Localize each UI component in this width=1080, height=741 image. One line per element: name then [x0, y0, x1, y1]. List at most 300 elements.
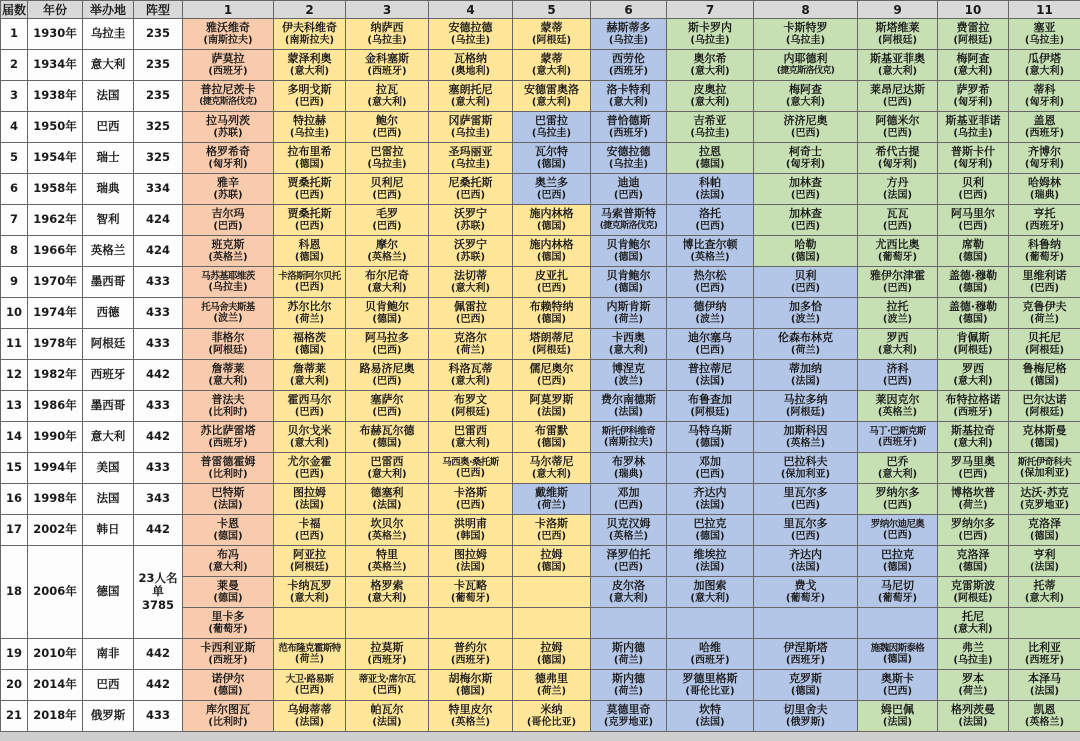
year-cell: 1994年: [28, 453, 83, 484]
player-cell-pos6: 内斯肯斯 (荷兰): [591, 298, 667, 329]
player-cell-pos10: 萨罗希 (匈牙利): [938, 81, 1009, 112]
player-cell-pos11: 科鲁纳 (葡萄牙): [1009, 236, 1080, 267]
player-cell-pos2: 苏尔比尔 (荷兰): [274, 298, 346, 329]
player-cell-pos1: 库尔图瓦 (比利时): [183, 701, 274, 732]
player-cell-pos1: 托马舍夫斯基 (波兰): [183, 298, 274, 329]
header-cell-2: 举办地: [83, 1, 134, 19]
year-cell: 1998年: [28, 484, 83, 515]
player-cell-pos7: 马特乌斯 (德国): [667, 422, 754, 453]
player-cell-pos10: 罗马里奥 (巴西): [938, 453, 1009, 484]
player-cell-pos9: 斯基亚菲奥 (意大利): [858, 50, 938, 81]
player-cell-pos8: 蒂加纳 (法国): [754, 360, 858, 391]
player-cell-pos9: 奥斯卡 (巴西): [858, 670, 938, 701]
player-cell-pos6: 博涅克 (波兰): [591, 360, 667, 391]
player-cell-pos11: 斯托伊奇科夫 (保加利亚): [1009, 453, 1080, 484]
host-cell: 意大利: [83, 422, 134, 453]
player-cell-pos3: 蒂亚戈·席尔瓦 (巴西): [346, 670, 429, 701]
player-cell-pos9: 济科 (巴西): [858, 360, 938, 391]
edition-cell: 16: [1, 484, 28, 515]
player-cell-pos11: 里维利诺 (巴西): [1009, 267, 1080, 298]
player-cell-pos7: 坎特 (法国): [667, 701, 754, 732]
year-cell: 2018年: [28, 701, 83, 732]
player-cell-pos9: 拉托 (波兰): [858, 298, 938, 329]
player-cell-pos4: 沃罗宁 (苏联): [429, 205, 513, 236]
player-cell-pos8: 加林查 (巴西): [754, 205, 858, 236]
player-cell-pos9: 瓦瓦 (巴西): [858, 205, 938, 236]
player-cell-pos3: 贝肯鲍尔 (德国): [346, 298, 429, 329]
player-cell-pos5: 蒙蒂 (意大利): [513, 50, 591, 81]
player-cell-pos8: 齐达内 (法国): [754, 546, 858, 577]
player-cell-pos2: 贾桑托斯 (巴西): [274, 205, 346, 236]
header-row: [1, 1, 1080, 19]
player-cell-pos4: 卡瓦略 (葡萄牙): [429, 577, 513, 608]
player-cell-pos9: 马尼切 (葡萄牙): [858, 577, 938, 608]
formation-cell: 433: [134, 298, 183, 329]
player-cell-pos5: 拉姆 (德国): [513, 546, 591, 577]
player-cell-pos3: 拉莫斯 (西班牙): [346, 639, 429, 670]
formation-cell: 433: [134, 453, 183, 484]
formation-cell: 235: [134, 81, 183, 112]
formation-cell: 424: [134, 205, 183, 236]
header-cell-13: 10: [938, 1, 1009, 19]
player-cell-pos1: 诺伊尔 (德国): [183, 670, 274, 701]
edition-cell: 12: [1, 360, 28, 391]
formation-cell: 325: [134, 112, 183, 143]
player-cell-pos1: 布冯 (意大利): [183, 546, 274, 577]
player-cell-pos3: 鲍尔 (巴西): [346, 112, 429, 143]
player-cell-pos1: 萨莫拉 (西班牙): [183, 50, 274, 81]
player-cell-pos7: 哈维 (西班牙): [667, 639, 754, 670]
year-cell: 1978年: [28, 329, 83, 360]
player-cell-pos10: 斯基亚菲诺 (乌拉圭): [938, 112, 1009, 143]
edition-cell: 4: [1, 112, 28, 143]
player-cell-pos10: 贝利 (巴西): [938, 174, 1009, 205]
player-cell-pos10: 普斯卡什 (匈牙利): [938, 143, 1009, 174]
player-cell-pos10: 格列茨曼 (法国): [938, 701, 1009, 732]
player-cell-pos9: 斯塔维莱 (阿根廷): [858, 19, 938, 50]
formation-cell: 442: [134, 360, 183, 391]
player-cell-pos5: [513, 608, 591, 639]
player-cell-pos6: 斯内德 (荷兰): [591, 639, 667, 670]
player-cell-pos7: 罗德里格斯 (哥伦比亚): [667, 670, 754, 701]
player-cell-pos9: 巴拉克 (德国): [858, 546, 938, 577]
player-cell-pos6: 贝肯鲍尔 (德国): [591, 267, 667, 298]
edition-cell: 6: [1, 174, 28, 205]
player-cell-pos11: 亨托 (西班牙): [1009, 205, 1080, 236]
table-row-10: [1, 298, 1080, 329]
player-cell-pos8: 加多恰 (波兰): [754, 298, 858, 329]
player-cell-pos11: 塞亚 (乌拉圭): [1009, 19, 1080, 50]
player-cell-pos10: 阿马里尔 (巴西): [938, 205, 1009, 236]
player-cell-pos4: 胡梅尔斯 (德国): [429, 670, 513, 701]
player-cell-pos11: 克洛泽 (德国): [1009, 515, 1080, 546]
host-cell: 智利: [83, 205, 134, 236]
header-cell-12: 9: [858, 1, 938, 19]
host-cell: 德国: [83, 546, 134, 639]
player-cell-pos11: 鲁梅尼格 (德国): [1009, 360, 1080, 391]
player-cell-pos4: 马西奥·桑托斯 (巴西): [429, 453, 513, 484]
player-cell-pos3: 格罗索 (意大利): [346, 577, 429, 608]
player-cell-pos6: 卡西奥 (意大利): [591, 329, 667, 360]
player-cell-pos5: 瓦尔特 (德国): [513, 143, 591, 174]
table-row-7: [1, 205, 1080, 236]
host-cell: 西班牙: [83, 360, 134, 391]
player-cell-pos7: 普拉蒂尼 (法国): [667, 360, 754, 391]
player-cell-pos2: 詹蒂莱 (意大利): [274, 360, 346, 391]
player-cell-pos4: 卡洛斯 (巴西): [429, 484, 513, 515]
host-cell: 法国: [83, 484, 134, 515]
player-cell-pos2: 多明戈斯 (巴西): [274, 81, 346, 112]
player-cell-pos3: 巴雷西 (意大利): [346, 453, 429, 484]
host-cell: 西德: [83, 298, 134, 329]
player-cell-pos3: 阿马拉多 (巴西): [346, 329, 429, 360]
player-cell-pos1: 莱曼 (德国): [183, 577, 274, 608]
player-cell-pos2: 范布隆克霍斯特 (荷兰): [274, 639, 346, 670]
formation-cell: 442: [134, 639, 183, 670]
year-cell: 2014年: [28, 670, 83, 701]
edition-cell: 8: [1, 236, 28, 267]
header-cell-10: 7: [667, 1, 754, 19]
player-cell-pos1: 拉马列茨 (苏联): [183, 112, 274, 143]
player-cell-pos3: 德塞利 (法国): [346, 484, 429, 515]
player-cell-pos7: 维埃拉 (法国): [667, 546, 754, 577]
player-cell-pos6: 邓加 (巴西): [591, 484, 667, 515]
player-cell-pos11: 盖恩 (西班牙): [1009, 112, 1080, 143]
player-cell-pos2: 蒙泽利奥 (意大利): [274, 50, 346, 81]
player-cell-pos11: 凯恩 (英格兰): [1009, 701, 1080, 732]
player-cell-pos9: 罗西 (意大利): [858, 329, 938, 360]
player-cell-pos2: 贾桑托斯 (巴西): [274, 174, 346, 205]
formation-cell: 433: [134, 267, 183, 298]
player-cell-pos5: 德弗里 (荷兰): [513, 670, 591, 701]
player-cell-pos10: 盖德·穆勒 (德国): [938, 267, 1009, 298]
player-cell-pos1: 卡西利亚斯 (西班牙): [183, 639, 274, 670]
player-cell-pos11: 贝托尼 (阿根廷): [1009, 329, 1080, 360]
player-cell-pos6: 皮尔洛 (意大利): [591, 577, 667, 608]
table-row-12: [1, 360, 1080, 391]
player-cell-pos2: 拉布里希 (德国): [274, 143, 346, 174]
player-cell-pos10: 费雷拉 (阿根廷): [938, 19, 1009, 50]
year-cell: 1938年: [28, 81, 83, 112]
player-cell-pos4: 特里皮尔 (英格兰): [429, 701, 513, 732]
player-cell-pos6: 安德拉德 (乌拉圭): [591, 143, 667, 174]
player-cell-pos8: 费戈 (葡萄牙): [754, 577, 858, 608]
edition-cell: 20: [1, 670, 28, 701]
player-cell-pos4: 佩雷拉 (巴西): [429, 298, 513, 329]
player-cell-pos8: 马拉多纳 (阿根廷): [754, 391, 858, 422]
player-cell-pos10: 罗本 (荷兰): [938, 670, 1009, 701]
player-cell-pos11: 比利亚 (西班牙): [1009, 639, 1080, 670]
player-cell-pos11: [1009, 608, 1080, 639]
player-cell-pos8: 加林查 (巴西): [754, 174, 858, 205]
player-cell-pos6: 莫德里奇 (克罗地亚): [591, 701, 667, 732]
player-cell-pos7: 奥尔希 (意大利): [667, 50, 754, 81]
player-cell-pos5: 儒尼奥尔 (巴西): [513, 360, 591, 391]
player-cell-pos5: 布雷默 (德国): [513, 422, 591, 453]
player-cell-pos5: [513, 577, 591, 608]
table-row-14: [1, 422, 1080, 453]
player-cell-pos1: 菲格尔 (阿根廷): [183, 329, 274, 360]
player-cell-pos5: 蒙蒂 (阿根廷): [513, 19, 591, 50]
player-cell-pos6: 费尔南德斯 (法国): [591, 391, 667, 422]
header-cell-8: 5: [513, 1, 591, 19]
player-cell-pos7: 科帕 (法国): [667, 174, 754, 205]
table-row-11: [1, 329, 1080, 360]
player-cell-pos10: 罗西 (意大利): [938, 360, 1009, 391]
player-cell-pos5: 布赖特纳 (德国): [513, 298, 591, 329]
player-cell-pos8: 伊涅斯塔 (西班牙): [754, 639, 858, 670]
host-cell: 意大利: [83, 50, 134, 81]
player-cell-pos6: 贝克汉姆 (英格兰): [591, 515, 667, 546]
host-cell: 法国: [83, 81, 134, 112]
player-cell-pos8: 柯奇士 (匈牙利): [754, 143, 858, 174]
edition-cell: 21: [1, 701, 28, 732]
edition-cell: 15: [1, 453, 28, 484]
table-row-20: [1, 670, 1080, 701]
table-row-13: [1, 391, 1080, 422]
player-cell-pos4: 尼桑托斯 (巴西): [429, 174, 513, 205]
player-cell-pos7: 热尔松 (巴西): [667, 267, 754, 298]
player-cell-pos1: 詹蒂莱 (意大利): [183, 360, 274, 391]
player-cell-pos8: 里瓦尔多 (巴西): [754, 484, 858, 515]
player-cell-pos5: 马尔蒂尼 (意大利): [513, 453, 591, 484]
header-cell-14: 11: [1009, 1, 1080, 19]
year-cell: 2010年: [28, 639, 83, 670]
player-cell-pos5: 卡洛斯 (巴西): [513, 515, 591, 546]
player-cell-pos1: 普拉尼茨卡 (捷克斯洛伐克): [183, 81, 274, 112]
player-cell-pos10: 席勒 (德国): [938, 236, 1009, 267]
player-cell-pos2: 图拉姆 (法国): [274, 484, 346, 515]
edition-cell: 14: [1, 422, 28, 453]
player-cell-pos2: 尤尔金霍 (巴西): [274, 453, 346, 484]
year-cell: 1982年: [28, 360, 83, 391]
year-cell: 1962年: [28, 205, 83, 236]
player-cell-pos8: 卡斯特罗 (乌拉圭): [754, 19, 858, 50]
player-cell-pos8: 梅阿查 (意大利): [754, 81, 858, 112]
player-cell-pos10: 斯基拉奇 (意大利): [938, 422, 1009, 453]
player-cell-pos5: 米纳 (哥伦比亚): [513, 701, 591, 732]
player-cell-pos9: 阿德米尔 (巴西): [858, 112, 938, 143]
player-cell-pos2: 卡纳瓦罗 (意大利): [274, 577, 346, 608]
host-cell: 乌拉圭: [83, 19, 134, 50]
player-cell-pos1: 班克斯 (英格兰): [183, 236, 274, 267]
player-cell-pos3: 金科塞斯 (西班牙): [346, 50, 429, 81]
edition-cell: 11: [1, 329, 28, 360]
player-cell-pos10: 托尼 (意大利): [938, 608, 1009, 639]
player-cell-pos7: 邓加 (巴西): [667, 453, 754, 484]
player-cell-pos3: 拉瓦 (意大利): [346, 81, 429, 112]
edition-cell: 1: [1, 19, 28, 50]
player-cell-pos11: 蒂科 (匈牙利): [1009, 81, 1080, 112]
player-cell-pos10: 布特拉格诺 (西班牙): [938, 391, 1009, 422]
player-cell-pos6: 布罗林 (瑞典): [591, 453, 667, 484]
year-cell: 1954年: [28, 143, 83, 174]
player-cell-pos4: 瓦格纳 (奥地利): [429, 50, 513, 81]
player-cell-pos4: [429, 608, 513, 639]
player-cell-pos9: 莱因克尔 (英格兰): [858, 391, 938, 422]
header-cell-5: 2: [274, 1, 346, 19]
formation-cell: 442: [134, 670, 183, 701]
year-cell: 1966年: [28, 236, 83, 267]
year-cell: 2002年: [28, 515, 83, 546]
host-cell: 南非: [83, 639, 134, 670]
player-cell-pos9: 巴乔 (意大利): [858, 453, 938, 484]
year-cell: 1974年: [28, 298, 83, 329]
player-cell-pos3: 布赫瓦尔德 (德国): [346, 422, 429, 453]
player-cell-pos6: 斯内德 (荷兰): [591, 670, 667, 701]
player-cell-pos10: 弗兰 (乌拉圭): [938, 639, 1009, 670]
player-cell-pos9: 罗纳尔迪尼奥 (巴西): [858, 515, 938, 546]
player-cell-pos11: 本泽马 (法国): [1009, 670, 1080, 701]
host-cell: 墨西哥: [83, 267, 134, 298]
table-row-18-1: [1, 546, 1080, 577]
player-cell-pos11: 克林斯曼 (德国): [1009, 422, 1080, 453]
player-cell-pos11: 哈姆林 (瑞典): [1009, 174, 1080, 205]
player-cell-pos4: 图拉姆 (法国): [429, 546, 513, 577]
player-cell-pos2: 特拉赫 (乌拉圭): [274, 112, 346, 143]
edition-cell: 9: [1, 267, 28, 298]
player-cell-pos4: 布罗文 (阿根廷): [429, 391, 513, 422]
player-cell-pos9: 雅伊尔津霍 (巴西): [858, 267, 938, 298]
year-cell: 1950年: [28, 112, 83, 143]
player-cell-pos7: 迪尔塞乌 (巴西): [667, 329, 754, 360]
player-cell-pos8: 伦森布林克 (荷兰): [754, 329, 858, 360]
player-cell-pos3: 帕瓦尔 (法国): [346, 701, 429, 732]
player-cell-pos1: 雅辛 (苏联): [183, 174, 274, 205]
player-cell-pos6: 赫斯蒂多 (乌拉圭): [591, 19, 667, 50]
header-cell-9: 6: [591, 1, 667, 19]
edition-cell: 17: [1, 515, 28, 546]
player-cell-pos8: [754, 608, 858, 639]
player-cell-pos5: 拉姆 (德国): [513, 639, 591, 670]
player-cell-pos9: 莱昂尼达斯 (巴西): [858, 81, 938, 112]
formation-cell: 343: [134, 484, 183, 515]
host-cell: 俄罗斯: [83, 701, 134, 732]
player-cell-pos7: 洛托 (巴西): [667, 205, 754, 236]
year-cell: 2006年: [28, 546, 83, 639]
player-cell-pos1: 卡恩 (德国): [183, 515, 274, 546]
player-cell-pos9: 施魏因斯泰格 (德国): [858, 639, 938, 670]
player-cell-pos2: 科恩 (德国): [274, 236, 346, 267]
player-cell-pos7: 吉希亚 (乌拉圭): [667, 112, 754, 143]
year-cell: 1958年: [28, 174, 83, 205]
edition-cell: 19: [1, 639, 28, 670]
player-cell-pos5: 安德雷奥洛 (意大利): [513, 81, 591, 112]
player-cell-pos5: 巴雷拉 (乌拉圭): [513, 112, 591, 143]
player-cell-pos7: 斯卡罗内 (乌拉圭): [667, 19, 754, 50]
player-cell-pos7: 巴拉克 (德国): [667, 515, 754, 546]
player-cell-pos6: 马索普斯特 (捷克斯洛伐克): [591, 205, 667, 236]
player-cell-pos9: 罗纳尔多 (巴西): [858, 484, 938, 515]
player-cell-pos8: 切里舍夫 (俄罗斯): [754, 701, 858, 732]
player-cell-pos6: 泽罗伯托 (巴西): [591, 546, 667, 577]
player-cell-pos2: 乌姆蒂蒂 (法国): [274, 701, 346, 732]
player-cell-pos1: 巴特斯 (法国): [183, 484, 274, 515]
header-cell-11: 8: [754, 1, 858, 19]
player-cell-pos8: 加斯科因 (英格兰): [754, 422, 858, 453]
player-cell-pos2: 福格茨 (德国): [274, 329, 346, 360]
player-cell-pos3: 纳萨西 (乌拉圭): [346, 19, 429, 50]
player-cell-pos5: 戴维斯 (荷兰): [513, 484, 591, 515]
player-cell-pos4: 安德拉德 (乌拉圭): [429, 19, 513, 50]
player-cell-pos5: 塔朗蒂尼 (阿根廷): [513, 329, 591, 360]
player-cell-pos3: 贝利尼 (巴西): [346, 174, 429, 205]
player-cell-pos10: 博格坎普 (荷兰): [938, 484, 1009, 515]
table-row-5: [1, 143, 1080, 174]
player-cell-pos3: 巴雷拉 (乌拉圭): [346, 143, 429, 174]
edition-cell: 2: [1, 50, 28, 81]
year-cell: 1990年: [28, 422, 83, 453]
player-cell-pos8: 里瓦尔多 (巴西): [754, 515, 858, 546]
player-cell-pos3: 特里 (英格兰): [346, 546, 429, 577]
player-cell-pos2: 伊夫科维奇 (南斯拉夫): [274, 19, 346, 50]
edition-cell: 5: [1, 143, 28, 174]
player-cell-pos3: 布尔尼奇 (意大利): [346, 267, 429, 298]
player-cell-pos9: 尤西比奥 (葡萄牙): [858, 236, 938, 267]
player-cell-pos6: 迪迪 (巴西): [591, 174, 667, 205]
host-cell: 墨西哥: [83, 391, 134, 422]
formation-cell: 334: [134, 174, 183, 205]
player-cell-pos6: [591, 608, 667, 639]
player-cell-pos10: 盖德·穆勒 (德国): [938, 298, 1009, 329]
edition-cell: 18: [1, 546, 28, 639]
player-cell-pos10: 克雷斯波 (阿根廷): [938, 577, 1009, 608]
header-cell-3: 阵型: [134, 1, 183, 19]
formation-cell: 235: [134, 50, 183, 81]
edition-cell: 3: [1, 81, 28, 112]
player-cell-pos4: 圣玛丽亚 (乌拉圭): [429, 143, 513, 174]
header-cell-4: 1: [183, 1, 274, 19]
player-cell-pos4: 克洛尔 (荷兰): [429, 329, 513, 360]
player-cell-pos3: [346, 608, 429, 639]
table-row-16: [1, 484, 1080, 515]
player-cell-pos7: 皮奥拉 (意大利): [667, 81, 754, 112]
player-cell-pos5: 阿莫罗斯 (法国): [513, 391, 591, 422]
player-cell-pos10: 梅阿查 (意大利): [938, 50, 1009, 81]
host-cell: 韩日: [83, 515, 134, 546]
host-cell: 阿根廷: [83, 329, 134, 360]
formation-cell: 433: [134, 329, 183, 360]
player-cell-pos7: 德伊纳 (波兰): [667, 298, 754, 329]
player-cell-pos3: 毛罗 (巴西): [346, 205, 429, 236]
player-cell-pos1: 苏比萨雷塔 (西班牙): [183, 422, 274, 453]
table-row-15: [1, 453, 1080, 484]
player-cell-pos9: 马丁·巴斯克斯 (西班牙): [858, 422, 938, 453]
player-cell-pos8: 哈勒 (德国): [754, 236, 858, 267]
player-cell-pos9: 姆巴佩 (法国): [858, 701, 938, 732]
edition-cell: 10: [1, 298, 28, 329]
host-cell: 美国: [83, 453, 134, 484]
player-cell-pos1: 吉尔玛 (巴西): [183, 205, 274, 236]
header-cell-1: 年份: [28, 1, 83, 19]
player-cell-pos5: 皮亚扎 (巴西): [513, 267, 591, 298]
player-cell-pos3: 摩尔 (英格兰): [346, 236, 429, 267]
player-cell-pos6: 西劳伦 (西班牙): [591, 50, 667, 81]
player-cell-pos3: 塞萨尔 (巴西): [346, 391, 429, 422]
player-cell-pos11: 达沃·苏克 (克罗地亚): [1009, 484, 1080, 515]
host-cell: 巴西: [83, 670, 134, 701]
player-cell-pos1: 格罗希奇 (匈牙利): [183, 143, 274, 174]
player-cell-pos1: 马苏基耶维茨 (乌拉圭): [183, 267, 274, 298]
player-cell-pos7: 博比查尔顿 (英格兰): [667, 236, 754, 267]
player-cell-pos6: 贝肯鲍尔 (德国): [591, 236, 667, 267]
player-cell-pos11: 托蒂 (意大利): [1009, 577, 1080, 608]
host-cell: 英格兰: [83, 236, 134, 267]
player-cell-pos2: 霍西马尔 (巴西): [274, 391, 346, 422]
player-cell-pos2: 阿亚拉 (阿根廷): [274, 546, 346, 577]
player-cell-pos3: 路易济尼奥 (巴西): [346, 360, 429, 391]
header-cell-6: 3: [346, 1, 429, 19]
